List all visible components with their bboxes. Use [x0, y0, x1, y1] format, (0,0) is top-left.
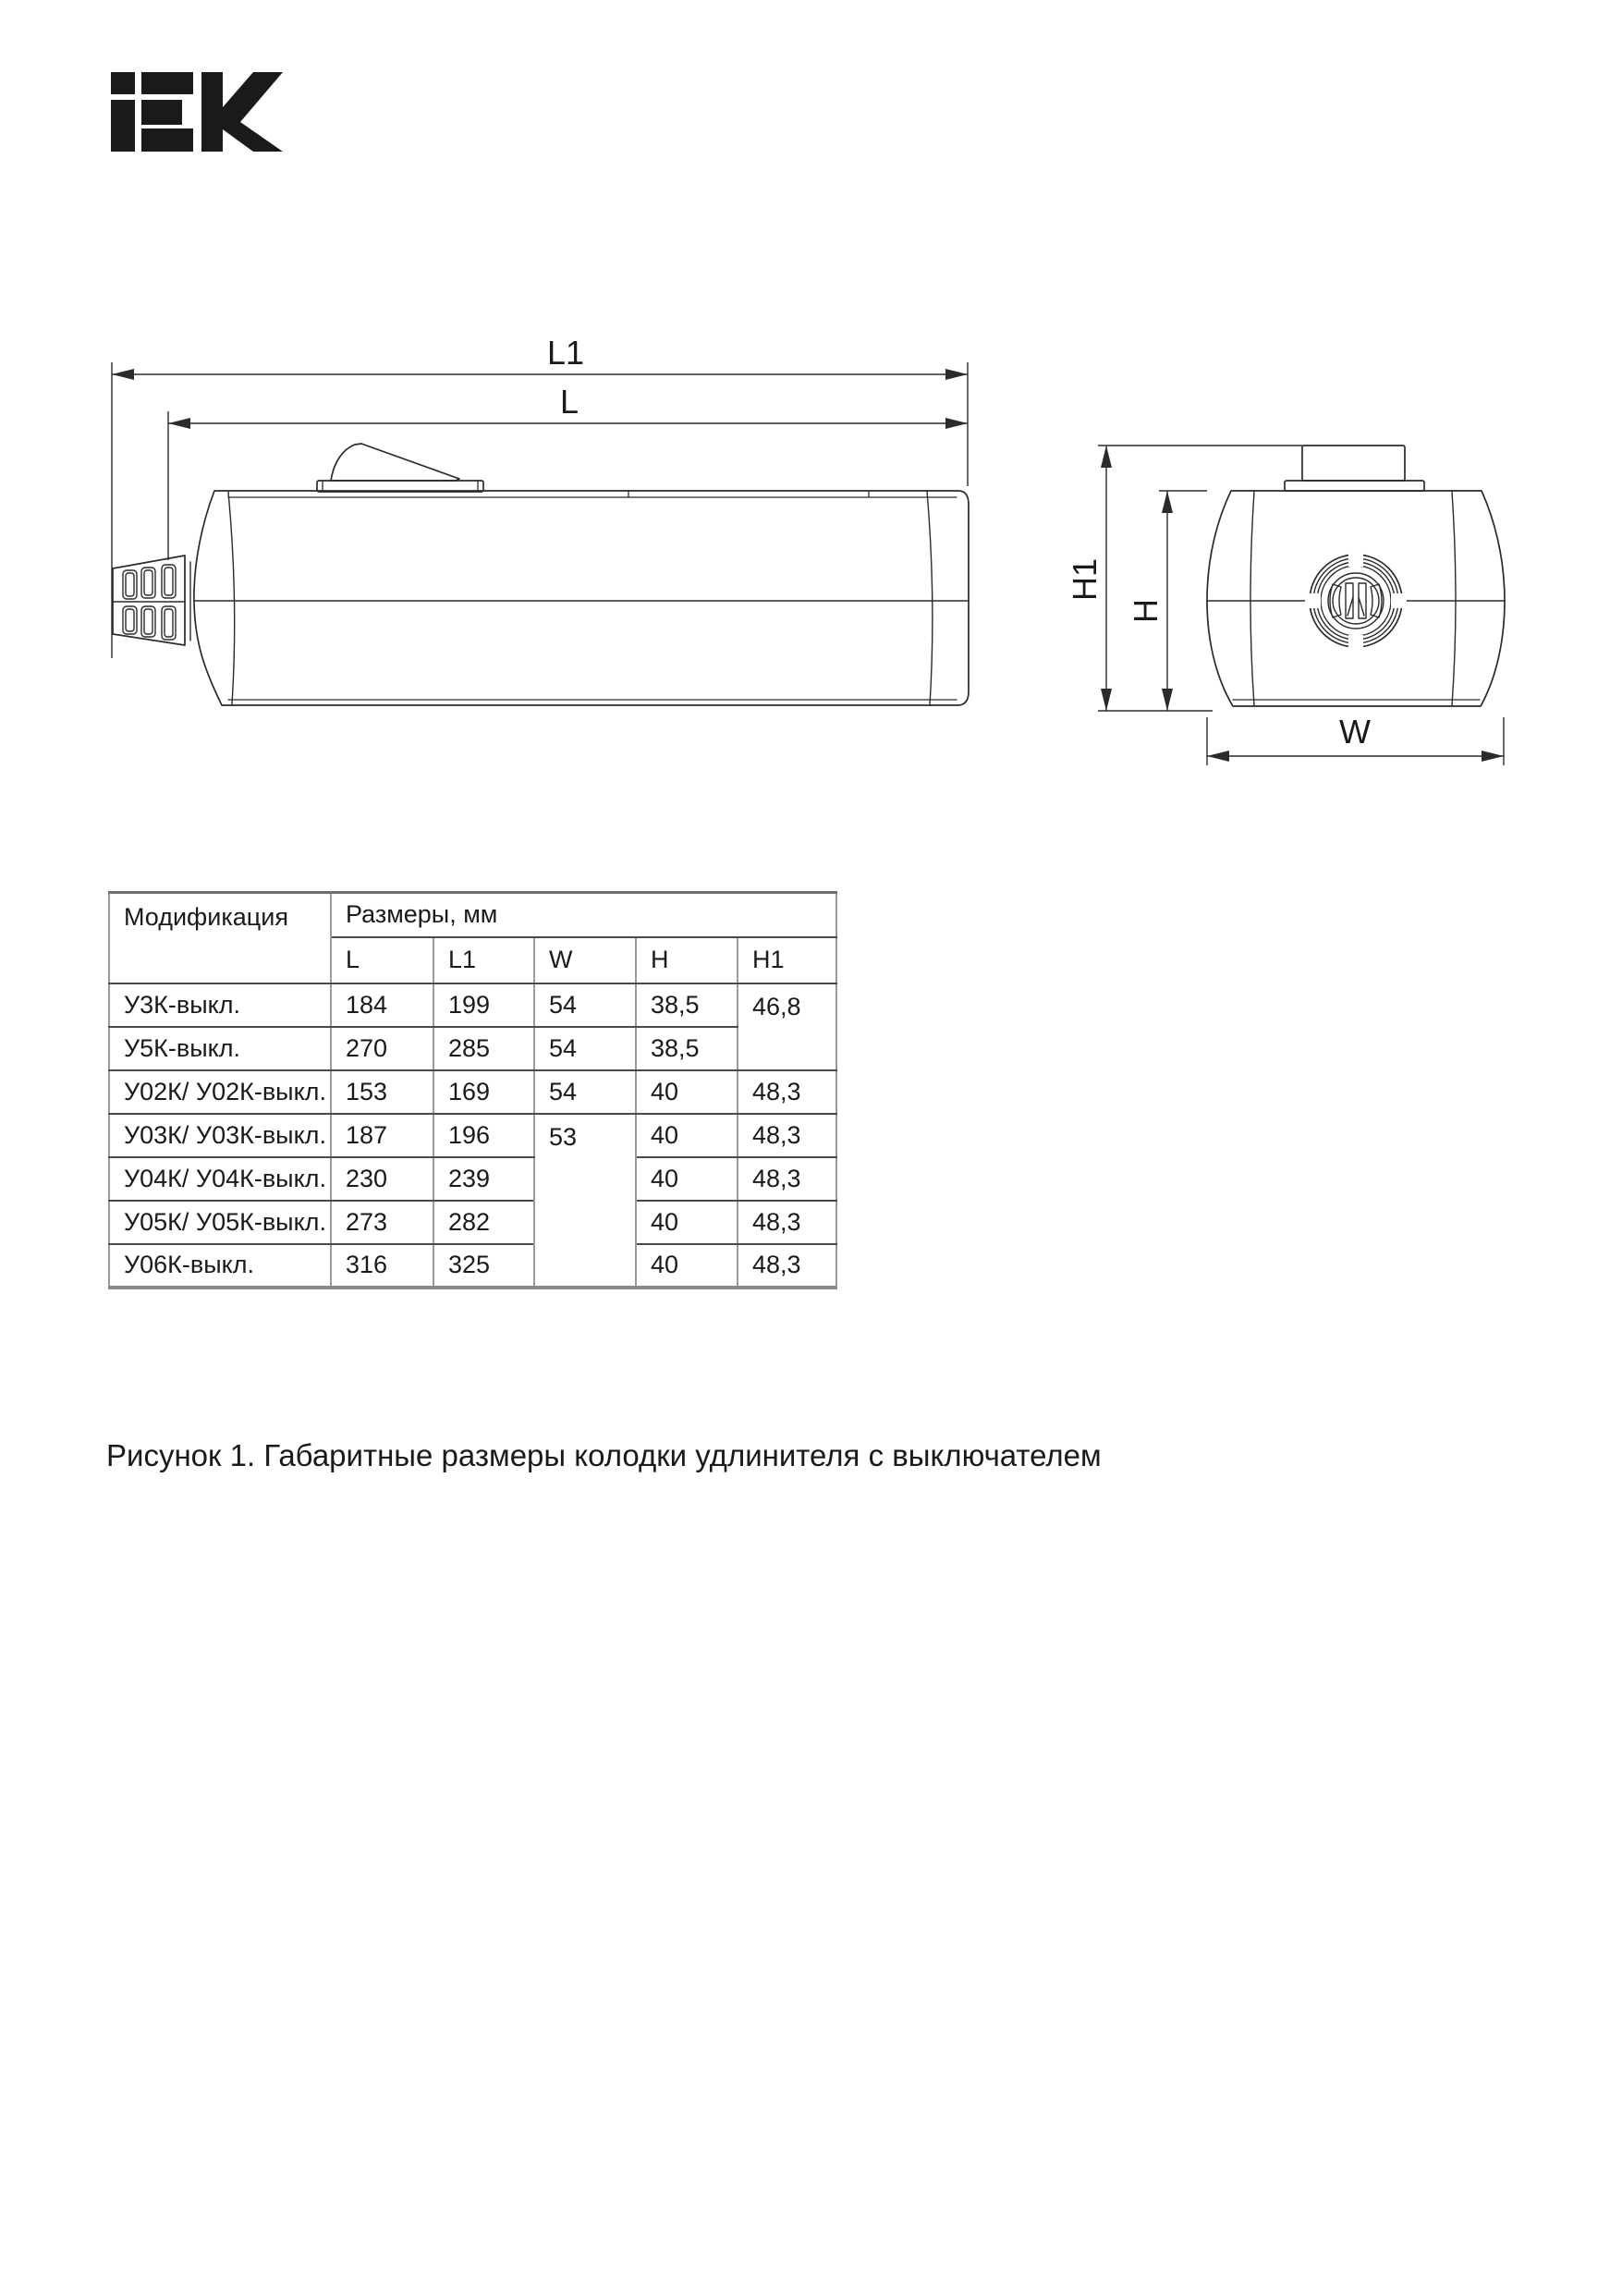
cell-h: 40 — [636, 1201, 738, 1244]
cell-l: 187 — [331, 1114, 433, 1157]
header-dimensions-group: Размеры, мм — [331, 893, 836, 937]
cell-h: 40 — [636, 1114, 738, 1157]
cell-name: У06К-выкл. — [109, 1244, 331, 1288]
cell-w: 54 — [534, 1027, 636, 1070]
cell-h1: 48,3 — [738, 1070, 836, 1114]
cell-name: У02К/ У02К-выкл. — [109, 1070, 331, 1114]
table-row — [109, 1027, 836, 1070]
cell-l1: 169 — [433, 1070, 534, 1114]
cell-l1: 239 — [433, 1157, 534, 1201]
header-col-h1: H1 — [738, 937, 836, 983]
table-header-row-1 — [109, 893, 836, 937]
dim-label-h: H — [1127, 599, 1165, 623]
side-body — [194, 491, 969, 705]
cell-name: У5К-выкл. — [109, 1027, 331, 1070]
dimensions-table — [108, 891, 837, 1289]
cell-l1: 199 — [433, 983, 534, 1027]
cell-l1: 196 — [433, 1114, 534, 1157]
cell-l: 273 — [331, 1201, 433, 1244]
cell-h: 38,5 — [636, 983, 738, 1027]
end-switch-block — [1285, 446, 1424, 491]
cell-l: 230 — [331, 1157, 433, 1201]
cell-h1-merged: 46,8 — [738, 983, 836, 1070]
end-view — [1207, 446, 1505, 706]
cell-l: 153 — [331, 1070, 433, 1114]
cell-l: 270 — [331, 1027, 433, 1070]
cell-l1: 285 — [433, 1027, 534, 1070]
cell-h: 40 — [636, 1070, 738, 1114]
cell-name: У03К/ У03К-выкл. — [109, 1114, 331, 1157]
cell-h1: 48,3 — [738, 1114, 836, 1157]
cell-h: 38,5 — [636, 1027, 738, 1070]
dim-label-l: L — [559, 383, 579, 421]
figure-caption: Рисунок 1. Габаритные размеры колодки удлинителя с выключателем — [106, 1438, 1102, 1472]
header-col-l1: L1 — [433, 937, 534, 983]
table-row — [109, 1244, 836, 1288]
cell-name: У05К/ У05К-выкл. — [109, 1201, 331, 1244]
side-view — [113, 444, 969, 705]
dim-label-h1: H1 — [1066, 557, 1104, 602]
end-body — [1207, 491, 1505, 706]
dim-label-w: W — [1339, 713, 1371, 751]
cell-h1: 48,3 — [738, 1201, 836, 1244]
cable-gland — [113, 556, 190, 645]
cell-h1: 48,3 — [738, 1157, 836, 1201]
cell-l: 316 — [331, 1244, 433, 1288]
table-row — [109, 1070, 836, 1114]
cell-w: 54 — [534, 1070, 636, 1114]
cell-w: 54 — [534, 983, 636, 1027]
table-row — [109, 983, 836, 1027]
table-row — [109, 1201, 836, 1244]
table-row — [109, 1114, 836, 1157]
header-col-l: L — [331, 937, 433, 983]
cell-l: 184 — [331, 983, 433, 1027]
cell-w-merged: 53 — [534, 1114, 636, 1288]
table-row — [109, 1157, 836, 1201]
socket-shutters — [1330, 583, 1382, 618]
cell-h: 40 — [636, 1244, 738, 1288]
header-col-h: H — [636, 937, 738, 983]
cell-h: 40 — [636, 1157, 738, 1201]
header-modification: Модификация — [109, 893, 331, 983]
dimensional-drawing — [0, 0, 1622, 832]
side-dimensions — [112, 362, 968, 658]
dim-label-l1: L1 — [546, 334, 585, 372]
cell-l1: 325 — [433, 1244, 534, 1288]
rocker-switch — [317, 444, 483, 492]
cell-name: У3К-выкл. — [109, 983, 331, 1027]
cell-h1: 48,3 — [738, 1244, 836, 1288]
socket — [1305, 551, 1407, 651]
cell-name: У04К/ У04К-выкл. — [109, 1157, 331, 1201]
header-col-w: W — [534, 937, 636, 983]
socket-ring-gaps — [1305, 551, 1407, 651]
cell-l1: 282 — [433, 1201, 534, 1244]
